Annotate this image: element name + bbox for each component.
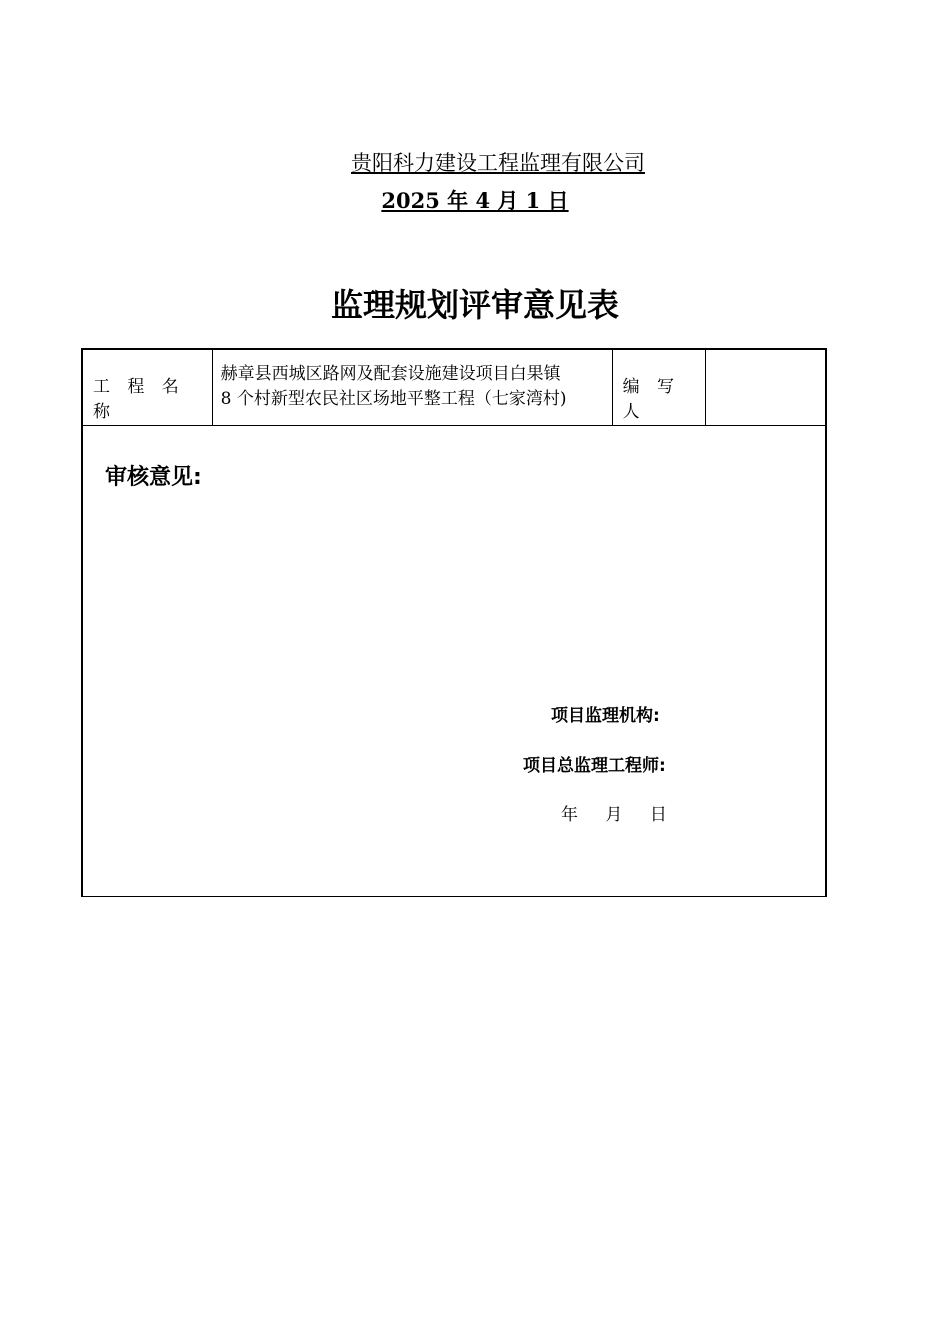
review-opinion-label: 审核意见: [105,465,202,490]
review-form-table [81,348,827,897]
author-value[interactable] [706,350,825,425]
date-month-label: 月 [605,805,623,825]
project-info-row [83,350,825,426]
project-name-label: 工 程 名 称 [83,350,213,425]
project-name-value [213,350,613,425]
date-year-label: 年 [561,805,578,825]
author-label: 编 写 人 [613,350,707,425]
date-day-label: 日 [649,805,667,825]
project-name-line-1: 赫章县西城区路网及配套设施建设项目白果镇 [220,364,561,384]
supervision-org-label: 项目监理机构: [551,706,660,726]
company-name: 贵阳科力建设工程监理有限公司 [351,151,645,175]
signature-date [561,800,667,825]
project-name-line-2: 8 个村新型农民社区场地平整工程（七家湾村) [220,389,567,409]
page-title: 监理规划评审意见表 [330,286,619,324]
document-date: 2025 年 4 月 1 日 [381,188,569,213]
chief-engineer-label: 项目总监理工程师: [523,756,666,776]
